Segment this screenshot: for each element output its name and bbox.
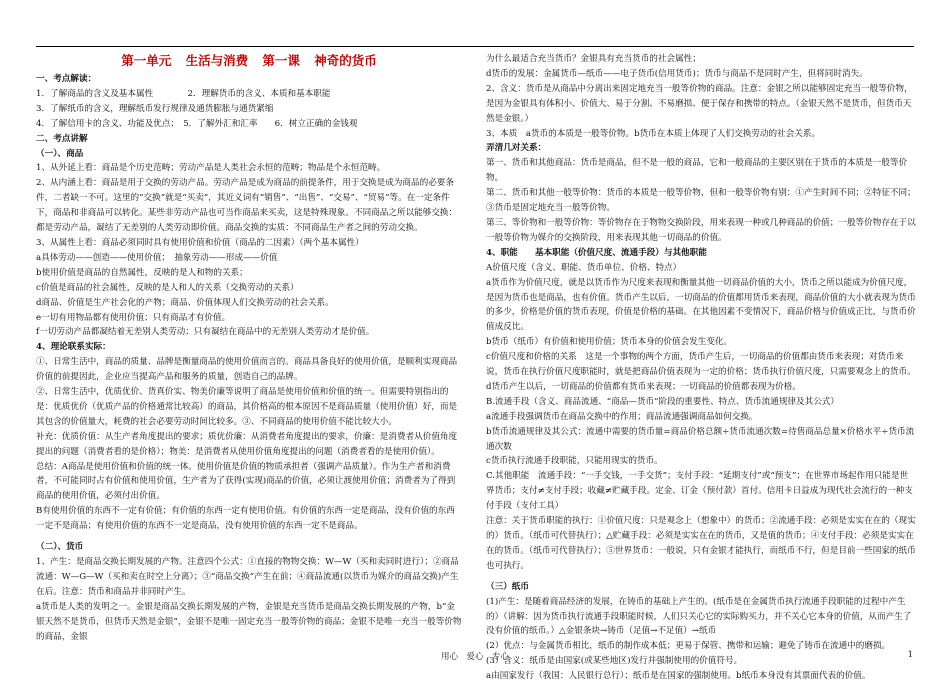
paragraph: b使用价值是商品的自然属性，反映的是人和物的关系； xyxy=(36,267,248,278)
paragraph: 3．了解纸币的含义，理解纸币发行规律及通货膨胀与通货紧缩 xyxy=(36,103,274,114)
paragraph: a货币是人类的发明之一。金银是商品交换长期发展的产物，金银是充当货币是商品交换长期发展的产物，b“金银天然不是货币，但货币天然是金银”，金银不是唯一固定充当一般等价物的商品；金银不是唯一充当一般等价物的商品，金银 xyxy=(36,601,462,642)
paragraph: 2、从内涵上看：商品是用于交换的劳动产品。劳动产品是成为商品的前提条件，用于交换是成为商品的必要条件，二者缺一不可。这里的“交换”就是“买卖”，其近义词有“销售”、“出售”、“交易”、“贸易”等。在一定条件下，商品和非商品可以转化。某些非劳动产品也可当作商品来买卖，这是特殊现象。不同商品之所以能够交换：都是劳动产品，凝结了无差别的人类劳动即价值。商品交换的实质：不同商品生产者之间的劳动交换。 xyxy=(36,178,458,234)
paragraph: B.流通手段（含义、商品流通、“商品—货币”阶段的重要性、特点、货币流通规律及其公式） xyxy=(486,396,839,407)
paragraph: 1．了解商品的含义及基本属性 2．理解货币的含义、本质和基本职能 xyxy=(36,88,331,99)
paragraph: (1)产生：是随着商品经济的发展，在铸币的基础上产生的。(纸币是在金属货币执行流通手段职能的过程中产生的）（讲解：因为货币执行流通手段职能时候，人们只关心它的实际购买力，并不关心它本身的价值，从而产生了没有价值的纸币。）△金银条块→铸币（足值→不足值）→纸币 xyxy=(486,596,912,637)
paragraph: 注意：关于货币职能的执行：①价值尺度：只是观念上（想象中）的货币；②流通手段：必须是实实在在的（现实的）货币。（纸币可代替执行）；△贮藏手段：必须是实实在在的货币，又是值的货币；④支付手段：必须是实实在在的货币。（纸币可代替执行）；⑤世界货币：一般说，只有金银才能执行，而纸币不行，但是目前一些国家的纸币也可执行。 xyxy=(486,516,916,571)
paragraph: c货币执行流通手段职能，只能用现实的货币。 xyxy=(486,456,663,467)
paragraph: a流通手段强调货币在商品交换中的作用；商品流通强调商品如何交换。 xyxy=(486,411,758,422)
paragraph: 第二、货币和其他一般等价物：货币的本质是一般等价物，但和一般等价物有别：①产生时间不同；②特征不同； ③货币是固定地充当一般等价物。 xyxy=(486,188,920,214)
paragraph: 第一、货币和其他商品：货币是商品，但不是一般的商品，它和一般商品的主要区别在于货币的本质是一般等价物。 xyxy=(486,158,908,184)
right-column-body xyxy=(486,52,920,684)
section-heading: （一）、商品 xyxy=(36,148,84,159)
page-number: 1 xyxy=(907,650,913,660)
paragraph: e一切有用物品都有使用价值；只有商品才有价值。 xyxy=(36,312,231,323)
paragraph: 3、本质 a货币的本质是一般等价物。b货币在本质上体现了人们交换劳动的社会关系。 xyxy=(486,128,821,139)
section-heading: （三）纸币 xyxy=(486,581,529,592)
paragraph: (2）优点：与金属货币相比，纸币的制作成本低；更易于保管、携带和运输；避免了铸币在流通中的磨损。 xyxy=(486,641,891,652)
paragraph: c价值尺度和价格的关系 这是一个事物的两个方面，货币产生后，一切商品的价值都由货币来表现；对货币来说，货币在执行价值尺度职能时，就是把商品价值表现为一定的价格；货币执行价值尺度，只需要观念上的货币。 xyxy=(486,352,916,378)
paragraph: b货币（纸币）有价值和使用价值；货币本身的价值会发生变化。 xyxy=(486,337,733,348)
paragraph: 4．了解信用卡的含义、功能及优点； 5．了解外汇和汇率 6．树立正确的金钱观 xyxy=(36,118,358,129)
paragraph: ①、日常生活中，商品的质量、品牌是衡量商品的使用价值而言的。商品具备良好的使用价值，是顺利实现商品价值的前提因此，企业应当提高产品和服务的质量，创造自己的品牌。 xyxy=(36,357,458,383)
footer-slogan: 用心 爱心 专心 xyxy=(440,652,509,662)
paragraph: 2、含义：货币是从商品中分离出来固定地充当一般等价物的商品。注意：金银之所以能够固定充当一般等价物，是因为金银具有体积小、价值大、易于分割、不易磨损、便于保存和携带的特点。（金银天然不是货币，但货币天然是金银。） xyxy=(486,83,913,124)
section-heading: 二、考点讲解 xyxy=(36,133,88,144)
paragraph: c价值是商品的社会属性，反映的是人和人的关系（交换劳动的关系） xyxy=(36,282,299,293)
paragraph: 第三、等价物和一般等价物：等价物存在于物物交换阶段，用来表现一种或几种商品的价值；一般等价物存在于以一般等价物为媒介的交换阶段，用来表现其他一切商品的价值。 xyxy=(486,217,916,243)
right-column xyxy=(486,52,920,684)
paragraph: a具体劳动——创造——使用价值； 抽象劳动——形成——价值 xyxy=(36,252,278,263)
paragraph: A价值尺度（含义、职能、货币单位、价格、特点） xyxy=(486,262,682,273)
paragraph: a货币作为价值尺度，就是以货币作为尺度来表现和衡量其他一切商品价值的大小，货币之所以能成为价值尺度，是因为货币也是商品，也有价值。货币产生以后，一切商品的价值都用货币来表现，商品价值的大小就表现为货币的多少，价格是价值的货币表现，价值是价格的基础。在其他因素不变情况下，商品价格与价值成正比，与货币价值成反比。 xyxy=(486,277,916,333)
document-title: 第一单元 生活与消费 第一课 神奇的货币 xyxy=(121,53,377,68)
paragraph: b货币流通规律及其公式：流通中需要的货币量=商品价格总额÷货币流通次数=待售商品总量×价格水平÷货币流通次数 xyxy=(486,426,915,452)
top-rule xyxy=(36,46,914,47)
paragraph: f一切劳动产品都凝结着无差别人类劳动；只有凝结在商品中的无差别人类劳动才是价值。 xyxy=(36,327,375,338)
paragraph: C.其他职能 流通手段：“一手交钱，一手交货”；支付手段：“延期支付”或“预支”；在世界市场起作用只能是世界货币；支付≠支付手段；收藏≠贮藏手段。定金、订金（预付款）首付。信用卡日益成为现代社会流行的一种支付手段（支付工具） xyxy=(486,471,913,512)
paragraph: (3）含义：纸币是由国家(或某些地区)发行并强制使用的价值符号。 xyxy=(486,656,743,667)
left-column-body xyxy=(36,72,462,644)
paragraph: 为什么最适合充当货币？金银具有充当货币的社会属性； xyxy=(486,54,701,64)
section-heading: 4、理论联系实际： xyxy=(36,342,111,353)
paragraph: d货币产生以后，一切商品的价值都有货币来表现；一切商品的价值都表现为价格。 xyxy=(486,381,801,392)
paragraph: d货币的发展：金属货币—纸币——电子货币(信用货币)；货币与商品不是同时产生，但将同时消失。 xyxy=(486,68,868,79)
paragraph: d商品、价值是生产社会化的产物；商品、价值体现人们交换劳动的社会关系。 xyxy=(36,297,334,308)
section-heading: （二）、货币 xyxy=(36,542,84,553)
paragraph: 1、产生：是商品交换长期发展的产物。注意四个公式：①直接的物物交换：W—W（买和卖同时进行）；②商品流通：W—G—W（买和卖在时空上分离）；③“商品交换”产生在前；④商品流通(以货币为媒介的商品交换)产生在后。注意：货币和商品并非同时产生。 xyxy=(36,557,459,597)
section-heading: 一、考点解读： xyxy=(36,74,97,84)
left-column xyxy=(36,52,462,644)
paragraph: a由国家发行（我国：人民银行总行）；纸币是在国家的强制使用。b纸币本身没有其票面代表的价值。 xyxy=(486,671,871,682)
section-heading: 弄清几对关系： xyxy=(486,143,547,154)
paragraph: 3、从属性上看：商品必须同时具有使用价值和价值（商品的二因素）（两个基本属性） xyxy=(36,237,364,248)
paragraph: 1、从外延上看：商品是个历史范畴；劳动产品是人类社会永恒的范畴；物品是个永恒范畴。 xyxy=(36,163,386,174)
section-heading: 4、职能 基本职能（价值尺度、流通手段）与其他职能 xyxy=(486,247,707,258)
paragraph: B有使用价值的东西不一定有价值；有价值的东西一定有使用价值。有价值的东西一定是商品，没有价值的东西一定不是商品；有使用价值的东西不一定是商品，没有使用价值的东西一定不是商品。 xyxy=(36,506,455,532)
paragraph: ②、日常生活中，优质优价、货真价实、物美价廉等说明了商品是使用价值和价值的统一。但需要特别指出的是：优质优价（优质产品的价格通常比较高）的商品，其价格高的根本原因不是商品质量（使用价值）好，而是其包含的价值量大，耗费的社会必要劳动时间比较多。③、不同商品的使用价值不能比较大小。 xyxy=(36,387,458,427)
paragraph: 总结：A商品是使用价值和价值的统一体。使用价值是价值的物质承担者（强调产品质量）。作为生产者和消费者，不可能同时占有价值和使用价值，生产者为了获得(实现)商品的价值，必须让渡使用价值；消费者为了得到商品的使用价值，必须付出价值。 xyxy=(36,461,456,502)
paragraph: 补充：优质价值：从生产者角度提出的要求；质优价廉：从消费者角度提出的要求，价廉：是消费者从价值角度提出的问题（消费者看的是价格）；物美：是消费者从使用价值角度提出的问题（消费者看的是使用价值）。 xyxy=(36,431,458,457)
